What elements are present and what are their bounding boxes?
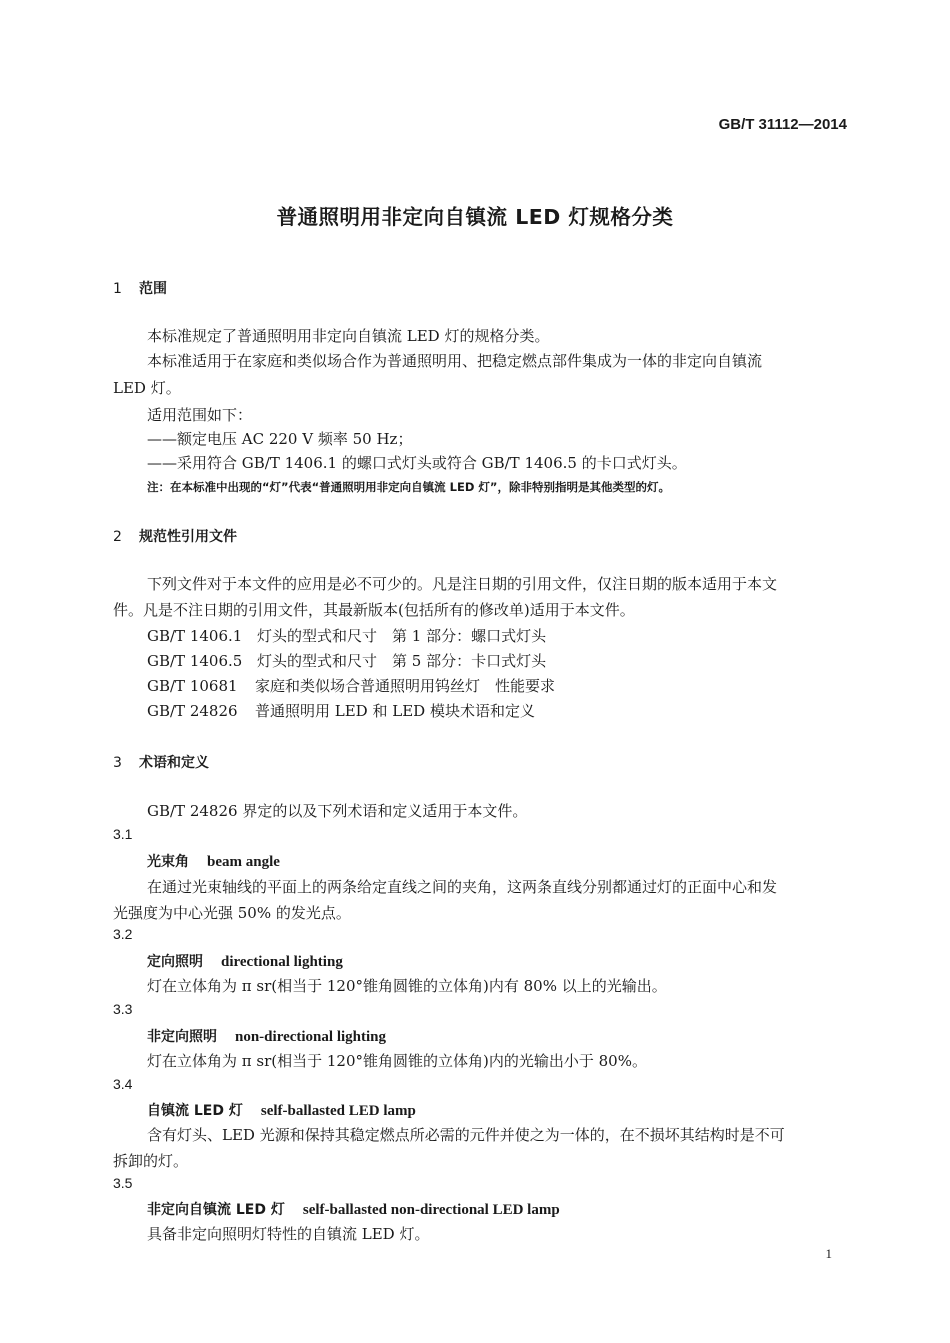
term-en: non-directional lighting xyxy=(235,1029,386,1045)
term-zh: 非定向照明 xyxy=(147,1029,217,1045)
clause-number: 3.3 xyxy=(113,1001,133,1017)
section-title: 规范性引用文件 xyxy=(139,529,237,545)
reference-item xyxy=(147,650,546,671)
reference-item xyxy=(147,700,535,721)
term-zh: 定向照明 xyxy=(147,954,203,970)
term-en: self-ballasted LED lamp xyxy=(260,1103,416,1119)
list-item: ——采用符合 GB/T 1406.1 的螺口式灯头或符合 GB/T 1406.5 的卡口式灯头。 xyxy=(147,454,687,472)
definition: 灯在立体角为 π sr(相当于 120°锥角圆锥的立体角)内的光输出小于 80%。 xyxy=(147,1052,647,1070)
reference-code: GB/T 10681 xyxy=(147,677,238,695)
definition: 在通过光束轴线的平面上的两条给定直线之间的夹角，这两条直线分别都通过灯的正面中心和发 xyxy=(147,878,778,896)
clause-number: 3.4 xyxy=(113,1076,133,1092)
paragraph: 本标准规定了普通照明用非定向自镇流 LED 灯的规格分类。 xyxy=(147,327,550,345)
section-number: 2 xyxy=(113,529,122,545)
clause-number: 3.2 xyxy=(113,926,133,942)
page-number: 1 xyxy=(825,1246,832,1261)
reference-item xyxy=(147,625,546,646)
note: 注：在本标准中出现的“灯”代表“普通照明用非定向自镇流 LED 灯”，除非特别指明是其他类型的灯。 xyxy=(147,480,670,494)
term-zh: 光束角 xyxy=(147,854,189,870)
reference-code: GB/T 24826 xyxy=(147,702,238,720)
reference-code: GB/T 1406.5 xyxy=(147,652,243,670)
section-title: 术语和定义 xyxy=(139,755,209,771)
term-zh: 非定向自镇流 LED 灯 xyxy=(147,1202,285,1218)
clause-number: 3.5 xyxy=(113,1175,133,1191)
definition-continuation: 拆卸的灯。 xyxy=(113,1152,189,1170)
paragraph: 下列文件对于本文件的应用是必不可少的。凡是注日期的引用文件，仅注日期的版本适用于本文 xyxy=(147,575,778,593)
section-title: 范围 xyxy=(139,281,167,297)
paragraph-continuation: LED 灯。 xyxy=(113,379,181,397)
reference-title: 普通照明用 LED 和 LED 模块术语和定义 xyxy=(255,702,535,720)
reference-title: 灯头的型式和尺寸 第 1 部分：螺口式灯头 xyxy=(257,627,547,645)
term-heading xyxy=(147,1100,416,1120)
section-1-heading xyxy=(113,278,167,298)
definition: 具备非定向照明灯特性的自镇流 LED 灯。 xyxy=(147,1225,430,1243)
reference-title: 灯头的型式和尺寸 第 5 部分：卡口式灯头 xyxy=(257,652,547,670)
paragraph: 适用范围如下： xyxy=(147,406,253,424)
paragraph: 本标准适用于在家庭和类似场合作为普通照明用、把稳定燃点部件集成为一体的非定向自镇流 xyxy=(147,352,763,370)
reference-item xyxy=(147,675,555,696)
reference-title: 家庭和类似场合普通照明用钨丝灯 性能要求 xyxy=(255,677,556,695)
section-number: 3 xyxy=(113,755,122,771)
reference-code: GB/T 1406.1 xyxy=(147,627,243,645)
clause-number: 3.1 xyxy=(113,826,133,842)
term-heading xyxy=(147,1026,386,1046)
term-heading xyxy=(147,1199,560,1219)
list-item: ——额定电压 AC 220 V 频率 50 Hz； xyxy=(147,430,413,448)
standard-code: GB/T 31112—2014 xyxy=(718,116,847,133)
term-en: self-ballasted non-directional LED lamp xyxy=(302,1202,560,1218)
document-title: 普通照明用非定向自镇流 LED 灯规格分类 xyxy=(276,205,674,229)
paragraph: GB/T 24826 界定的以及下列术语和定义适用于本文件。 xyxy=(147,802,528,820)
term-zh: 自镇流 LED 灯 xyxy=(147,1103,243,1119)
paragraph-continuation: 件。凡是不注日期的引用文件，其最新版本(包括所有的修改单)适用于本文件。 xyxy=(113,601,635,619)
section-3-heading xyxy=(113,752,209,772)
term-heading xyxy=(147,951,343,971)
definition-continuation: 光强度为中心光强 50% 的发光点。 xyxy=(113,904,351,922)
term-heading xyxy=(147,851,280,871)
section-number: 1 xyxy=(113,281,122,297)
term-en: beam angle xyxy=(207,854,280,870)
section-2-heading xyxy=(113,526,237,546)
term-en: directional lighting xyxy=(221,954,343,970)
definition: 含有灯头、LED 光源和保持其稳定燃点所必需的元件并使之为一体的，在不损坏其结构时是不可 xyxy=(147,1126,785,1144)
definition: 灯在立体角为 π sr(相当于 120°锥角圆锥的立体角)内有 80% 以上的光输出。 xyxy=(147,977,667,995)
